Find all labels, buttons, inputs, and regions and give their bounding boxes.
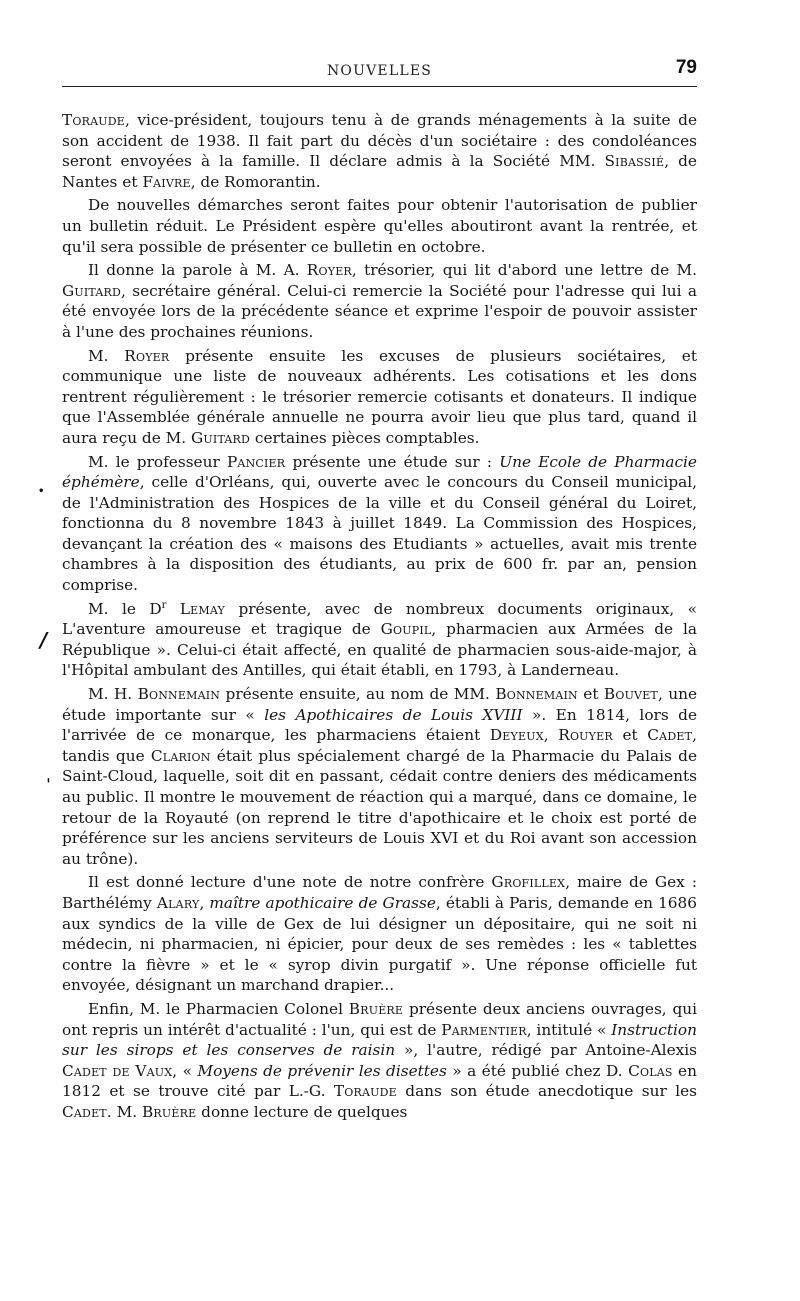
text-run: donne lecture de quelques bbox=[196, 1102, 408, 1121]
proper-name: Alary bbox=[156, 893, 200, 912]
proper-name: Bonnemain bbox=[137, 685, 221, 704]
margin-dot: • bbox=[38, 486, 45, 497]
proper-name: Bruère bbox=[141, 1102, 197, 1121]
text-run: » a été publié chez D. bbox=[446, 1061, 629, 1080]
italic-title: Une Ecole de Pharmacie éphémère bbox=[62, 452, 697, 492]
text-run: M. bbox=[88, 346, 125, 365]
proper-name: Royer bbox=[306, 261, 352, 280]
text-run: présente deux anciens ouvrages, qui ont repris un intérêt d'actualité : l'un, qui est de bbox=[62, 999, 697, 1039]
proper-name: Goupil bbox=[380, 620, 432, 639]
text-run: , bbox=[543, 726, 559, 745]
proper-name: Bruère bbox=[348, 999, 404, 1018]
text-run: , de Romorantin. bbox=[190, 172, 321, 191]
proper-name: Royer bbox=[124, 346, 170, 365]
text-run: Enfin, M. le Pharmacien Colonel bbox=[88, 999, 349, 1018]
text-run: était plus spécialement chargé de la Pharmacie du Palais de Saint-Cloud, laquelle, soit dit en passant, cédait contre deniers des médicaments au public. Il montre le mouvement de réaction qui a marqué, dans ce domaine, le retour de la Royauté (on reprend le titre d'apothicaire et le choix est porté de préférence sur les anciens serviteurs de Louis XVI et du Roi avant son accession au trône). bbox=[62, 746, 698, 868]
proper-name: Lemay bbox=[179, 599, 226, 618]
text-run: , secrétaire général. Celui-ci remercie la Société pour l'adresse qui lui a été envoyée lors de la précédente séance et exprime l'espoir de pouvoir assister à l'une des prochaines réunions. bbox=[62, 281, 697, 341]
paragraph bbox=[62, 346, 697, 449]
proper-name: Deyeux bbox=[489, 726, 544, 745]
text-run: , trésorier, qui lit d'abord une lettre de M. bbox=[351, 261, 697, 280]
italic-title: les Apothicaires de Louis XVIII bbox=[264, 705, 523, 724]
proper-name: Cadet de Vaux bbox=[62, 1061, 173, 1080]
italic-title: Moyens de prévenir les disettes bbox=[197, 1061, 447, 1080]
proper-name: Toraude bbox=[62, 111, 125, 129]
text-run: , bbox=[199, 893, 210, 912]
italic-title: maître apothicaire de Grasse bbox=[209, 893, 436, 912]
text-run: ». En 1814, lors de l'arrivée de ce monarque, les pharmaciens étaient bbox=[62, 705, 698, 745]
text-run: Il donne la parole à M. A. bbox=[88, 261, 307, 280]
proper-name: Parmentier bbox=[441, 1020, 527, 1039]
text-run: présente ensuite, au nom de MM. bbox=[220, 685, 496, 704]
text-run: , « bbox=[172, 1061, 198, 1080]
superscript: r bbox=[161, 599, 167, 611]
proper-name: Faivre bbox=[142, 172, 191, 191]
page-header bbox=[62, 52, 697, 87]
text-run: , pharmacien aux Armées de la République ». Celui-ci était affecté, en qualité de pharmacien sous-aide-major, à l'Hôpital ambulant des Antilles, qui était établi, en 1793, à Landerneau. bbox=[62, 620, 697, 680]
text-run: , intitulé « bbox=[526, 1020, 612, 1039]
margin-slash-mark: / bbox=[40, 628, 48, 652]
text-run: et bbox=[577, 685, 604, 704]
proper-name: Guitard bbox=[62, 281, 122, 300]
text-run: , vice-président, toujours tenu à de grands ménagements à la suite de son accident de 1938. Il fait part du décès d'un sociétaire : des condoléances seront envoyées à la famille. Il déclare admis à la Société MM. bbox=[62, 111, 697, 171]
paragraph bbox=[62, 599, 697, 681]
text-run: dans son étude anecdotique sur les bbox=[396, 1082, 697, 1101]
proper-name: Cadet bbox=[647, 726, 693, 745]
proper-name: Bonnemain bbox=[495, 685, 578, 704]
text-run: en 1812 et se trouve cité par L.-G. bbox=[62, 1061, 697, 1101]
text-run: présente ensuite les excuses de plusieurs sociétaires, et communique une liste de nouveaux adhérents. Les cotisations et les dons rentrent régulièrement : le trésorier remercie cotisants et donateurs. Il indique que l'Assemblée générale annuelle ne pourra avoir lieu que plus tard, quand il aura reçu de M. bbox=[62, 346, 698, 447]
paragraph bbox=[62, 872, 697, 996]
text-run: M. le professeur bbox=[88, 452, 227, 471]
text-run: M. le D bbox=[88, 599, 162, 618]
page-number: 79 bbox=[675, 57, 697, 78]
text-run bbox=[166, 600, 179, 618]
running-title: NOUVELLES bbox=[326, 63, 433, 79]
paragraph bbox=[62, 195, 697, 257]
text-run: », l'autre, rédigé par Antoine-Alexis bbox=[395, 1041, 697, 1060]
proper-name: Guitard bbox=[191, 428, 251, 447]
proper-name: Clarion bbox=[150, 746, 211, 765]
text-run: certaines pièces comptables. bbox=[250, 428, 480, 447]
text-run: Il est donné lecture d'une note de notre confrère bbox=[88, 873, 492, 892]
text-run: . M. bbox=[106, 1102, 142, 1121]
text-run: présente une étude sur : bbox=[285, 452, 500, 471]
paragraph bbox=[62, 452, 697, 596]
proper-name: Bouvet bbox=[603, 685, 658, 704]
paragraph bbox=[62, 260, 697, 342]
proper-name: Colas bbox=[628, 1061, 673, 1080]
proper-name: Sibassié bbox=[604, 152, 665, 171]
body-text bbox=[62, 110, 697, 1126]
italic-title: Instruction sur les sirops et les conserves de raisin bbox=[62, 1020, 697, 1060]
proper-name: Toraude bbox=[333, 1082, 397, 1101]
text-run: , une étude importante sur « bbox=[62, 685, 698, 724]
text-run: présente, avec de nombreux documents originaux, « L'aventure amoureuse et tragique de bbox=[62, 599, 697, 639]
text-run: De nouvelles démarches seront faites pour obtenir l'autorisation de publier un bulletin réduit. Le Président espère qu'elles aboutiront avant la rentrée, et qu'il sera possible de présenter ce bulletin en octobre. bbox=[62, 196, 697, 256]
proper-name: Cadet bbox=[62, 1102, 107, 1121]
text-run: , de Nantes et bbox=[62, 152, 697, 191]
text-run: et bbox=[612, 726, 648, 745]
text-run: , établi à Paris, demande en 1686 aux syndics de la ville de Gex de lui désigner un dépositaire, qui ne soit ni médecin, ni pharmacien, ni épicier, pour deux de ses remèdes : les « tablettes contre la fièvre » et le « syrop divin purgatif ». Une réponse officielle fut envoyée, désignant un marchand drapier... bbox=[62, 893, 697, 995]
paragraph bbox=[62, 684, 697, 869]
text-run: , maire de Gex : Barthélémy bbox=[62, 873, 697, 912]
paragraph bbox=[62, 999, 697, 1123]
proper-name: Rouyer bbox=[558, 726, 613, 745]
margin-tick-mark: ˌ bbox=[46, 766, 51, 785]
text-run: M. H. bbox=[88, 685, 138, 704]
text-run: , celle d'Orléans, qui, ouverte avec le concours du Conseil municipal, de l'Administration des Hospices de la ville et du Conseil général du Loiret, fonctionna du 8 novembre 1843 à juillet 1849. La Commission des Hospices, devançant la création des « maisons des Etudiants » actuelles, avait mis trente chambres à la disposition des étudiants, au prix de 600 fr. par an, pension comprise. bbox=[62, 473, 697, 595]
proper-name: Grofillex bbox=[491, 873, 566, 892]
proper-name: Pancier bbox=[226, 452, 286, 471]
paragraph bbox=[62, 110, 697, 192]
text-run: , tandis que bbox=[62, 726, 697, 765]
